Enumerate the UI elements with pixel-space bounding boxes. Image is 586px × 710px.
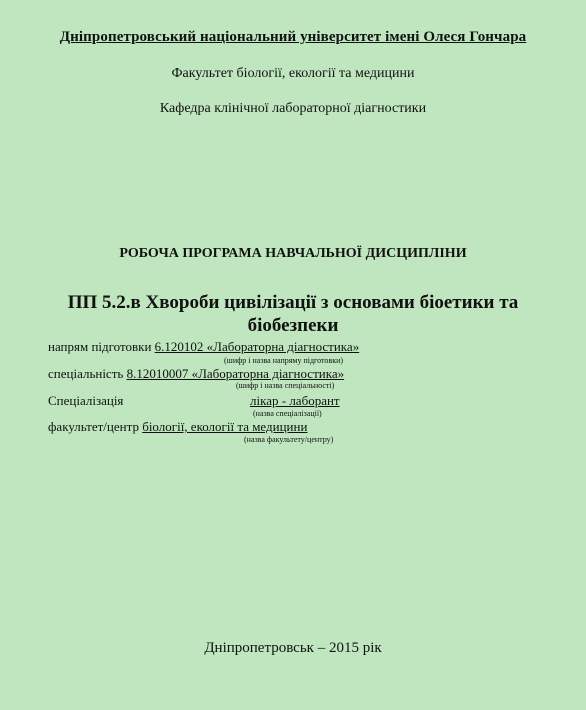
- specialization-hint: (назва спеціалізації): [253, 409, 322, 418]
- direction-value: 6.120102 «Лабораторна діагностика»: [154, 339, 360, 354]
- faculty-name: Факультет біології, екології та медицини: [171, 66, 415, 81]
- discipline-title: ПП 5.2.в Хвороби цивілізації з основами біоетики та біобезпеки: [67, 292, 519, 336]
- city-year: Дніпропетровськ – 2015 рік: [204, 640, 382, 656]
- specialization-value: лікар - лаборант: [250, 393, 340, 408]
- specialization-label: Спеціалізація: [48, 393, 124, 408]
- direction-label: напрям підготовки: [48, 339, 155, 354]
- specialty-hint: (шифр і назва спеціальності): [236, 381, 335, 390]
- faculty-center-label: факультет/центр: [48, 419, 143, 434]
- direction-hint: (шифр і назва напряму підготовки): [224, 356, 344, 365]
- faculty-center-hint: (назва факультету/центру): [244, 435, 334, 444]
- specialization-row: [48, 393, 340, 409]
- program-title: РОБОЧА ПРОГРАМА НАВЧАЛЬНОЇ ДИСЦИПЛІНИ: [119, 246, 467, 261]
- specialty-row: [48, 366, 344, 382]
- university-name: Дніпропетровський національний університет імені Олеся Гончара: [59, 29, 527, 45]
- direction-row: [48, 339, 359, 355]
- specialty-label: спеціальність: [48, 366, 127, 381]
- faculty-center-value: біології, екології та медицини: [142, 419, 308, 434]
- department-name: Кафедра клінічної лабораторної діагностики: [159, 101, 427, 116]
- faculty-center-row: [48, 419, 307, 435]
- specialty-value: 8.12010007 «Лабораторна діагностика»: [126, 366, 345, 381]
